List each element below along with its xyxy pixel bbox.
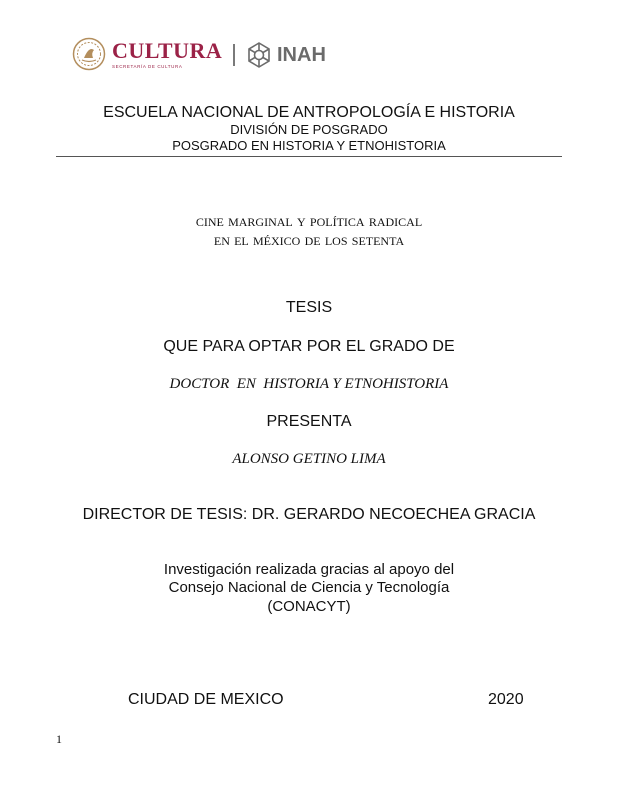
header-rule — [56, 156, 562, 157]
division-name: DIVISIÓN DE POSGRADO — [230, 122, 388, 137]
acknowledgement-line1: Investigación realizada gracias al apoyo del — [163, 561, 455, 578]
inah-logo — [244, 40, 326, 70]
year: 2020 — [488, 691, 524, 708]
thesis-director: DIRECTOR DE TESIS: DR. GERARDO NECOECHEA GRACIA — [82, 506, 536, 523]
mexico-seal-icon — [72, 37, 106, 71]
inah-emblem-icon — [244, 40, 274, 70]
acknowledgement-line3: (CONACYT) — [267, 598, 351, 615]
logo-divider — [233, 44, 235, 66]
cultura-logo-subtitle: SECRETARÍA DE CULTURA — [112, 63, 183, 69]
cultura-logo — [72, 36, 222, 72]
author-name: ALONSO GETINO LIMA — [232, 451, 386, 467]
page-number: 1 — [56, 732, 62, 746]
acknowledgement-line2: Consejo Nacional de Ciencia y Tecnología — [168, 579, 450, 596]
degree-name: DOCTOR EN HISTORIA Y ETNOHISTORIA — [169, 376, 449, 392]
school-name: ESCUELA NACIONAL DE ANTROPOLOGÍA E HISTORIA — [103, 104, 515, 121]
degree-intro: QUE PARA OPTAR POR EL GRADO DE — [163, 338, 455, 355]
tesis-label: TESIS — [285, 299, 333, 316]
city: CIUDAD DE MEXICO — [128, 691, 284, 708]
program-name: POSGRADO EN HISTORIA Y ETNOHISTORIA — [172, 138, 446, 153]
presenta-label: PRESENTA — [266, 413, 352, 430]
thesis-title-line1: cine marginal y política radical — [195, 211, 423, 230]
cultura-logo-name: CULTURA — [112, 37, 223, 63]
inah-logo-name: INAH — [277, 43, 326, 66]
thesis-title-line2: en el méxico de los setenta — [213, 230, 405, 249]
